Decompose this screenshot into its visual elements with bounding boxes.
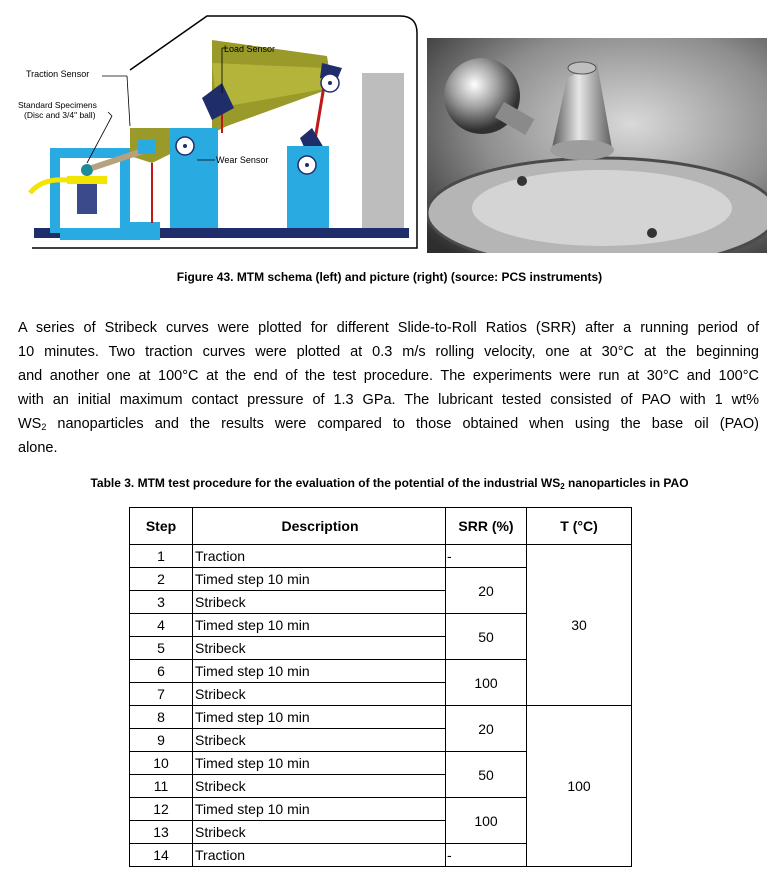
paragraph-line xyxy=(18,412,759,436)
header-description: Description xyxy=(193,508,446,545)
description-cell: Stribeck xyxy=(193,775,446,798)
description-cell: Traction xyxy=(193,545,446,568)
description-cell: Timed step 10 min xyxy=(193,752,446,775)
description-cell: Timed step 10 min xyxy=(193,798,446,821)
step-cell: 3 xyxy=(130,591,193,614)
srr-cell: 100 xyxy=(446,798,527,844)
srr-cell: - xyxy=(446,545,527,568)
header-srr: SRR (%) xyxy=(446,508,527,545)
specimens-label-line1: Standard Specimens xyxy=(18,100,97,110)
step-cell: 1 xyxy=(130,545,193,568)
step-cell: 13 xyxy=(130,821,193,844)
ws-subscript: 2 xyxy=(41,422,47,432)
table-caption-after: nanoparticles in PAO xyxy=(564,476,689,490)
header-step: Step xyxy=(130,508,193,545)
description-cell: Stribeck xyxy=(193,591,446,614)
description-cell: Stribeck xyxy=(193,683,446,706)
step-cell: 4 xyxy=(130,614,193,637)
temp-cell: 30 xyxy=(527,545,632,706)
step-cell: 8 xyxy=(130,706,193,729)
description-cell: Traction xyxy=(193,844,446,867)
step-cell: 9 xyxy=(130,729,193,752)
procedure-table xyxy=(129,507,632,867)
srr-cell: 50 xyxy=(446,752,527,798)
paragraph-line: and another one at 100°C at the end of the test procedure. The experiments were run at 30°C and 100°C xyxy=(18,368,759,384)
specimens-label-line2: (Disc and 3/4" ball) xyxy=(24,110,96,120)
table-header-row xyxy=(130,508,632,545)
table-row xyxy=(130,545,632,568)
step-cell: 2 xyxy=(130,568,193,591)
description-cell: Stribeck xyxy=(193,821,446,844)
step-cell: 5 xyxy=(130,637,193,660)
paragraph-line: A series of Stribeck curves were plotted for different Slide-to-Roll Ratios (SRR) after a running period of xyxy=(18,320,759,336)
srr-cell: 20 xyxy=(446,706,527,752)
step-cell: 11 xyxy=(130,775,193,798)
srr-cell: 100 xyxy=(446,660,527,706)
ws-symbol: WS xyxy=(18,416,42,432)
table-caption-sub: 2 xyxy=(560,482,565,491)
gray-block xyxy=(362,73,404,228)
paragraph-line-rest: nanoparticles and the results were compared to those obtained when using the base oil (PAO) xyxy=(46,416,759,432)
temp-cell: 100 xyxy=(527,706,632,867)
description-cell: Stribeck xyxy=(193,729,446,752)
description-cell: Timed step 10 min xyxy=(193,660,446,683)
traction-sensor-label: Traction Sensor xyxy=(26,69,90,79)
header-temp: T (°C) xyxy=(527,508,632,545)
paragraph-line: 10 minutes. Two traction curves were plotted at 0.3 m/s rolling velocity, one at 30°C at the beginning xyxy=(18,344,759,360)
step-cell: 12 xyxy=(130,798,193,821)
body-paragraph xyxy=(18,316,759,460)
table-row xyxy=(130,706,632,729)
table-caption-before: Table 3. MTM test procedure for the evaluation of the potential of the industrial WS xyxy=(90,476,561,490)
description-cell: Stribeck xyxy=(193,637,446,660)
step-cell: 14 xyxy=(130,844,193,867)
srr-cell: 20 xyxy=(446,568,527,614)
description-cell: Timed step 10 min xyxy=(193,568,446,591)
step-cell: 6 xyxy=(130,660,193,683)
paragraph-line: alone. xyxy=(18,440,58,456)
load-sensor-label: Load Sensor xyxy=(224,44,276,54)
paragraph-line: with an initial maximum contact pressure of 1.3 GPa. The lubricant tested consisted of PAO with 1 wt% xyxy=(18,392,759,408)
wear-sensor-label: Wear Sensor xyxy=(216,155,269,165)
table-caption xyxy=(0,476,779,491)
mtm-photo xyxy=(427,38,767,253)
figure xyxy=(0,0,779,265)
mtm-schema-drawing xyxy=(12,8,420,256)
description-cell: Timed step 10 min xyxy=(193,614,446,637)
srr-cell: 50 xyxy=(446,614,527,660)
step-cell: 10 xyxy=(130,752,193,775)
description-cell: Timed step 10 min xyxy=(193,706,446,729)
figure-caption: Figure 43. MTM schema (left) and picture (right) (source: PCS instruments) xyxy=(176,270,603,284)
step-cell: 7 xyxy=(130,683,193,706)
srr-cell: - xyxy=(446,844,527,867)
